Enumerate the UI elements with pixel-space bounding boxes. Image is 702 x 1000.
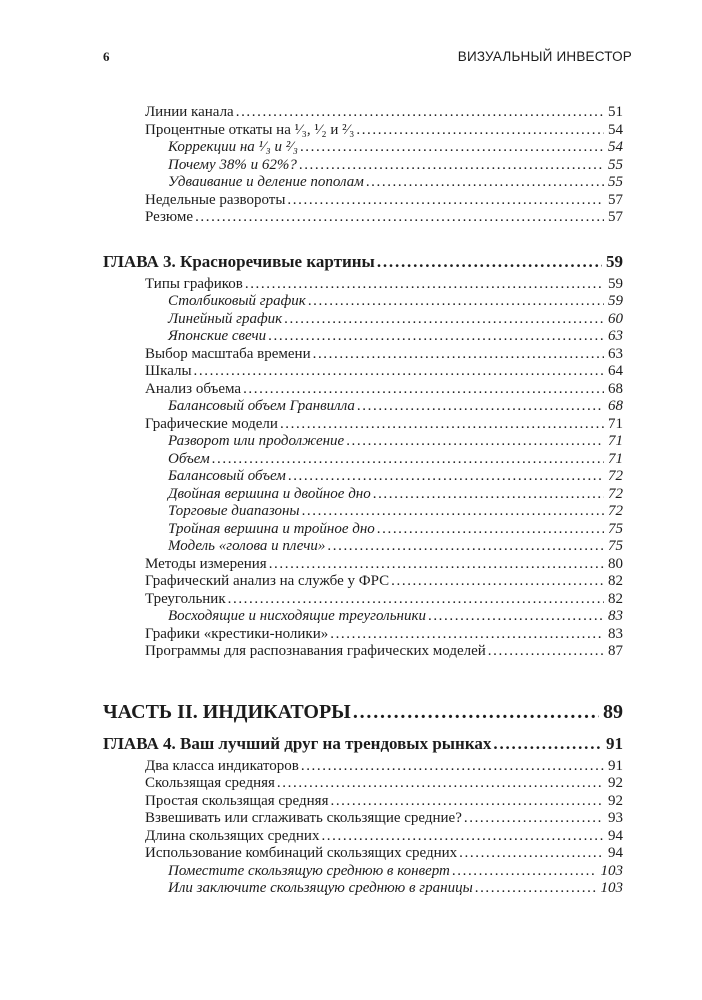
- dot-leader: [464, 810, 604, 828]
- toc-entry-label: Два класса индикаторов: [145, 757, 299, 774]
- dot-leader: [288, 468, 604, 486]
- toc-entry-section: [103, 556, 623, 574]
- toc-entry-label: Почему 38% и 62%?: [168, 156, 297, 173]
- toc-entry-label: Коррекции на ¹⁄₃ и ²⁄₃: [168, 139, 298, 155]
- dot-leader: [269, 556, 604, 574]
- toc-entry-page: 72: [608, 468, 623, 484]
- dot-leader: [194, 363, 604, 381]
- toc-entry-section: [103, 209, 623, 227]
- dot-leader: [488, 643, 604, 661]
- dot-leader: [373, 486, 604, 504]
- toc-entry-section: [103, 845, 623, 863]
- dot-leader: [308, 293, 604, 311]
- toc-entry-label: Скользящая средняя: [145, 775, 275, 791]
- toc-entry-label: ГЛАВА 3. Красноречивые картины: [103, 251, 375, 271]
- toc-entry-label: Методы измерения: [145, 555, 267, 572]
- dot-leader: [245, 276, 604, 294]
- toc-entry-section: [103, 381, 623, 399]
- dot-leader: [236, 104, 604, 122]
- toc-entry-page: 57: [608, 191, 623, 208]
- dot-leader: [459, 845, 604, 863]
- toc-entry-page: 92: [608, 775, 623, 791]
- toc-entry-label: Японские свечи: [168, 328, 267, 344]
- toc-entry-label: Анализ объема: [145, 380, 242, 397]
- toc-entry-page: 82: [608, 590, 623, 607]
- toc-entry-label: Тройная вершина и тройное дно: [168, 520, 375, 537]
- page-header: [103, 50, 632, 64]
- toc-entry-section: [103, 758, 623, 776]
- toc-entry-label: Или заключите скользящую среднюю в границы: [168, 880, 473, 896]
- toc-entry-section: [103, 810, 623, 828]
- dot-leader: [366, 174, 604, 192]
- toc-entry-subsection: [103, 468, 623, 486]
- toc-entry-section: [103, 346, 623, 364]
- toc-entry-subsection: [103, 174, 623, 192]
- dot-leader: [353, 701, 599, 724]
- toc-entry-page: 103: [600, 862, 623, 879]
- dot-leader: [301, 758, 604, 776]
- toc-entry-section: [103, 626, 623, 644]
- toc-entry-subsection: [103, 433, 623, 451]
- dot-leader: [277, 775, 604, 793]
- toc-entry-subsection: [103, 157, 623, 175]
- toc-entry-label: Резюме: [145, 209, 194, 225]
- toc-entry-label: Программы для распознавания графических моделей: [145, 643, 486, 659]
- table-of-contents: [103, 104, 623, 898]
- toc-entry-label: Поместите скользящую среднюю в конверт: [168, 862, 450, 879]
- toc-entry-page: 92: [608, 792, 623, 809]
- toc-entry-section: [103, 643, 623, 661]
- dot-leader: [428, 608, 604, 626]
- toc-entry-label: Треугольник: [145, 590, 226, 607]
- dot-leader: [212, 451, 604, 469]
- toc-entry-subsection: [103, 521, 623, 539]
- toc-entry-section: [103, 363, 623, 381]
- toc-entry-label: ГЛАВА 4. Ваш лучший друг на трендовых рынках: [103, 733, 492, 753]
- toc-entry-subsection: [103, 608, 623, 626]
- toc-entry-subsection: [103, 451, 623, 469]
- toc-entry-label: Шкалы: [145, 363, 192, 379]
- toc-entry-section: [103, 276, 623, 294]
- toc-entry-page: 59: [608, 293, 623, 309]
- toc-entry-label: Длина скользящих средних: [145, 827, 320, 844]
- toc-entry-page: 94: [608, 845, 623, 861]
- toc-entry-page: 63: [608, 328, 623, 344]
- dot-leader: [280, 416, 604, 434]
- dot-leader: [300, 139, 604, 157]
- toc-entry-label: Процентные откаты на ¹⁄₃, ¹⁄₂ и ²⁄₃: [145, 121, 355, 138]
- dot-leader: [287, 192, 604, 210]
- dot-leader: [299, 157, 604, 175]
- dot-leader: [357, 398, 604, 416]
- toc-entry-subsection: [103, 311, 623, 329]
- toc-entry-page: 54: [608, 139, 623, 155]
- dot-leader: [330, 626, 604, 644]
- dot-leader: [377, 521, 604, 539]
- toc-entry-page: 60: [608, 310, 623, 327]
- dot-leader: [243, 381, 604, 399]
- dot-leader: [313, 346, 604, 364]
- toc-entry-label: Балансовый объем Гранвилла: [168, 398, 355, 414]
- dot-leader: [321, 828, 604, 846]
- dot-leader: [356, 122, 604, 140]
- toc-entry-page: 75: [608, 538, 623, 554]
- toc-entry-subsection: [103, 486, 623, 504]
- toc-entry-subsection: [103, 293, 623, 311]
- toc-entry-part: [103, 701, 623, 724]
- toc-entry-section: [103, 192, 623, 210]
- toc-entry-chapter: [103, 734, 623, 754]
- toc-entry-page: 83: [608, 608, 623, 624]
- toc-entry-section: [103, 573, 623, 591]
- toc-entry-label: Линейный график: [168, 310, 283, 327]
- toc-entry-subsection: [103, 538, 623, 556]
- toc-entry-label: Объем: [168, 450, 210, 467]
- toc-entry-label: Недельные развороты: [145, 191, 286, 208]
- toc-entry-label: Двойная вершина и двойное дно: [168, 485, 371, 502]
- dot-leader: [346, 433, 604, 451]
- dot-leader: [377, 252, 602, 272]
- toc-entry-subsection: [103, 328, 623, 346]
- toc-entry-page: 89: [603, 700, 623, 723]
- toc-entry-label: Линии канала: [145, 104, 234, 120]
- toc-entry-page: 75: [608, 520, 623, 537]
- toc-entry-label: Графический анализ на службе у ФРС: [145, 573, 390, 589]
- toc-entry-subsection: [103, 398, 623, 416]
- toc-entry-label: Торговые диапазоны: [168, 503, 300, 519]
- page-number: 6: [103, 49, 110, 64]
- toc-entry-page: 54: [608, 121, 623, 138]
- toc-entry-label: Графики «крестики-нолики»: [145, 625, 329, 642]
- toc-entry-page: 87: [608, 643, 623, 659]
- dot-leader: [330, 793, 604, 811]
- toc-entry-label: Типы графиков: [145, 275, 243, 292]
- toc-entry-subsection: [103, 880, 623, 898]
- toc-entry-page: 59: [606, 251, 623, 271]
- toc-entry-section: [103, 416, 623, 434]
- toc-entry-page: 63: [608, 345, 623, 362]
- toc-entry-label: Простая скользящая средняя: [145, 792, 329, 809]
- toc-entry-section: [103, 591, 623, 609]
- toc-entry-page: 55: [608, 156, 623, 173]
- dot-leader: [391, 573, 604, 591]
- toc-entry-page: 55: [608, 174, 623, 190]
- toc-entry-label: Модель «голова и плечи»: [168, 538, 326, 554]
- dot-leader: [284, 311, 604, 329]
- toc-entry-label: Использование комбинаций скользящих средних: [145, 845, 458, 861]
- toc-entry-page: 68: [608, 398, 623, 414]
- toc-entry-label: Удваивание и деление пополам: [168, 174, 364, 190]
- dot-leader: [493, 734, 602, 754]
- toc-entry-subsection: [103, 503, 623, 521]
- toc-entry-subsection: [103, 863, 623, 881]
- toc-entry-label: Столбиковый график: [168, 293, 306, 309]
- toc-entry-label: ЧАСТЬ II. ИНДИКАТОРЫ: [103, 700, 351, 723]
- toc-entry-label: Выбор масштаба времени: [145, 345, 311, 362]
- toc-entry-chapter: [103, 252, 623, 272]
- toc-entry-page: 71: [608, 450, 623, 467]
- toc-entry-page: 83: [608, 625, 623, 642]
- toc-entry-page: 57: [608, 209, 623, 225]
- toc-entry-section: [103, 828, 623, 846]
- dot-leader: [302, 503, 604, 521]
- toc-entry-section: [103, 122, 623, 140]
- toc-entry-label: Графические модели: [145, 415, 278, 432]
- toc-entry-page: 68: [608, 380, 623, 397]
- dot-leader: [327, 538, 604, 556]
- toc-entry-page: 93: [608, 810, 623, 826]
- toc-entry-section: [103, 775, 623, 793]
- toc-entry-label: Восходящие и нисходящие треугольники: [168, 608, 426, 624]
- toc-entry-page: 91: [606, 733, 623, 753]
- dot-leader: [268, 328, 604, 346]
- toc-entry-page: 51: [608, 104, 623, 120]
- toc-entry-section: [103, 104, 623, 122]
- toc-entry-page: 82: [608, 573, 623, 589]
- toc-entry-page: 71: [608, 415, 623, 432]
- dot-leader: [228, 591, 604, 609]
- dot-leader: [195, 209, 604, 227]
- toc-entry-page: 91: [608, 757, 623, 774]
- toc-entry-page: 59: [608, 275, 623, 292]
- toc-entry-page: 94: [608, 827, 623, 844]
- toc-entry-page: 64: [608, 363, 623, 379]
- toc-entry-section: [103, 793, 623, 811]
- dot-leader: [452, 863, 597, 881]
- dot-leader: [475, 880, 597, 898]
- running-title: ВИЗУАЛЬНЫЙ ИНВЕСТОР: [457, 49, 632, 64]
- toc-entry-label: Разворот или продолжение: [168, 433, 345, 449]
- toc-entry-page: 71: [608, 433, 623, 449]
- toc-entry-page: 72: [608, 485, 623, 502]
- toc-entry-page: 80: [608, 555, 623, 572]
- toc-entry-page: 103: [600, 880, 623, 896]
- toc-entry-page: 72: [608, 503, 623, 519]
- toc-entry-label: Балансовый объем: [168, 468, 286, 484]
- toc-entry-subsection: [103, 139, 623, 157]
- toc-entry-label: Взвешивать или сглаживать скользящие средние?: [145, 810, 462, 826]
